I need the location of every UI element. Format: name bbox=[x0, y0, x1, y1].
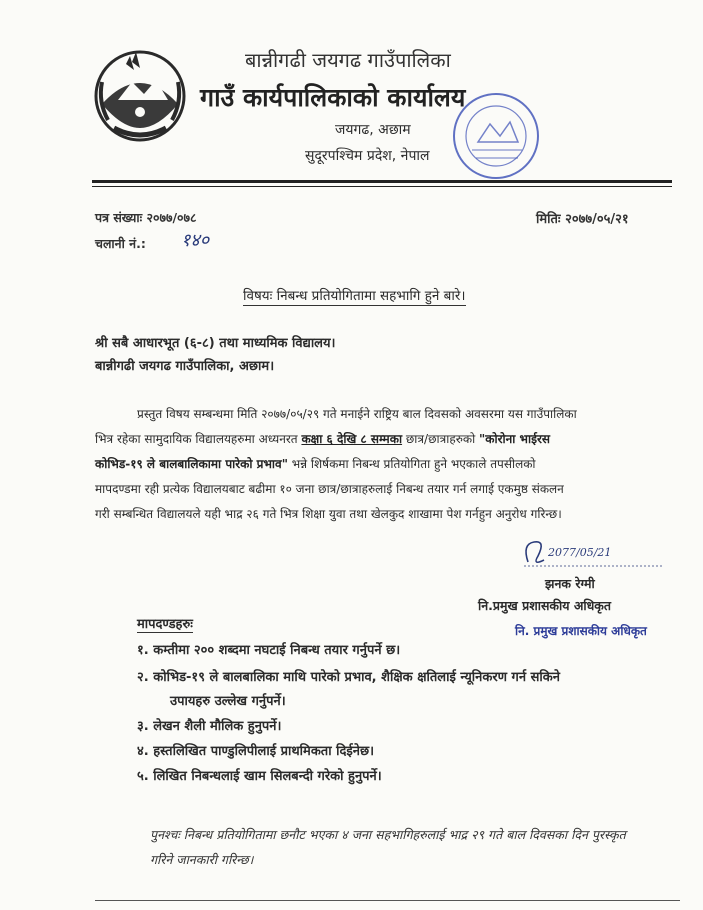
criteria-item: ५. लिखित निबन्धलाई खाम सिलबन्दी गरेको हुनुपर्ने। bbox=[137, 769, 382, 784]
criteria-heading: मापदण्डहरुः bbox=[137, 614, 193, 633]
letter-number: पत्र संख्याः २०७७/०७८ bbox=[95, 210, 197, 225]
dispatch-number-value: १४० bbox=[181, 230, 210, 251]
body-essay-title-start: "कोरोना भाईरस bbox=[479, 432, 551, 446]
letter-subject: विषयः निबन्ध प्रतियोगितामा सहभागि हुने बारे। bbox=[243, 288, 466, 304]
signature-date: 2077/05/21 bbox=[548, 546, 612, 559]
criteria-item: ४. हस्तलिखित पाण्डुलिपीलाई प्राथमिकता दिईनेछ। bbox=[137, 744, 375, 759]
body-line-2-mid: छात्र/छात्राहरुको bbox=[402, 432, 480, 446]
header-divider-thick bbox=[92, 180, 672, 183]
postscript-line-2: गरिने जानकारी गरिन्छ। bbox=[150, 852, 254, 867]
criteria-item: ३. लेखन शैली मौलिक हुनुपर्ने। bbox=[137, 719, 282, 734]
office-stamp-icon bbox=[444, 88, 548, 188]
body-class-range: कक्षा ६ देखि ८ सम्मका bbox=[301, 432, 403, 446]
criteria-item: २. कोभिड-१९ ले बालबालिका माथि पारेको प्रभाव, शैक्षिक क्षतिलाई न्यूनिकरण गर्न सकिने bbox=[137, 670, 560, 685]
body-line-3 bbox=[95, 455, 536, 472]
body-line-2-text: भित्र रहेका सामुदायिक विद्यालयहरुमा अध्यनरत bbox=[95, 432, 302, 446]
signer-designation: नि.प्रमुख प्रशासकीय अधिकृत bbox=[478, 598, 612, 613]
dispatch-number-label: चलानी नं.: bbox=[95, 236, 146, 251]
criteria-item: १. कम्तीमा २०० शब्दमा नघटाई निबन्ध तयार गर्नुपर्ने छ। bbox=[137, 643, 401, 658]
recipient-line-2: बान्नीगढी जयगढ गाउँपालिका, अछाम। bbox=[95, 359, 275, 374]
address-line-1: जयगढ, अछाम bbox=[335, 122, 411, 138]
recipient-line-1: श्री सबै आधारभूत (६-८) तथा माध्यमिक विद्यालय। bbox=[95, 336, 336, 351]
footer-divider bbox=[95, 900, 680, 901]
body-line-3-text: भन्ने शिर्षकमा निबन्ध प्रतियोगिता हुने भएकाले तपसीलको bbox=[287, 457, 536, 471]
signer-name: झनक रेग्मी bbox=[545, 576, 595, 591]
body-essay-title-end: कोभिड-१९ ले बालबालिकामा पारेको प्रभाव" bbox=[95, 457, 288, 471]
office-title: गाउँ कार्यपालिकाको कार्यालय bbox=[200, 83, 466, 112]
body-line-5: गरी सम्बन्धित विद्यालयले यही भाद्र २६ गते भित्र शिक्षा युवा तथा खेलकुद शाखामा पेश गर्नहुन अनुरोध गरिन्छ। bbox=[95, 507, 562, 521]
criteria-item-continued: उपायहरु उल्लेख गर्नुपर्ने। bbox=[170, 694, 286, 709]
postscript-line-1: पुनश्चः निबन्ध प्रतियोगितामा छनौट भएका ४ जना सहभागिहरुलाई भाद्र २९ गते बाल दिवसका दिन पुरस्कृत bbox=[150, 827, 626, 842]
nepal-emblem-icon bbox=[88, 42, 192, 146]
body-line-2 bbox=[95, 430, 550, 447]
municipality-name: बान्नीगढी जयगढ गाउँपालिका bbox=[245, 48, 451, 72]
address-line-2: सुदूरपश्चिम प्रदेश, नेपाल bbox=[305, 148, 430, 164]
designation-seal: नि. प्रमुख प्रशासकीय अधिकृत bbox=[515, 624, 647, 638]
letter-date: मितिः २०७७/०५/२१ bbox=[536, 212, 629, 227]
body-line-4: मापदण्डमा रही प्रत्येक विद्यालयबाट बढीमा १० जना छात्र/छात्राहरुलाई निबन्ध तयार गर्न लगाई एकमुष्ठ संकलन bbox=[95, 482, 564, 496]
handwritten-signature bbox=[518, 534, 668, 570]
header-divider-thin bbox=[92, 186, 672, 187]
body-line-1: प्रस्तुत विषय सम्बन्धमा मिति २०७७/०५/२९ गते मनाईने राष्ट्रिय बाल दिवसको अवसरमा यस गाउँपालिका bbox=[137, 407, 577, 421]
